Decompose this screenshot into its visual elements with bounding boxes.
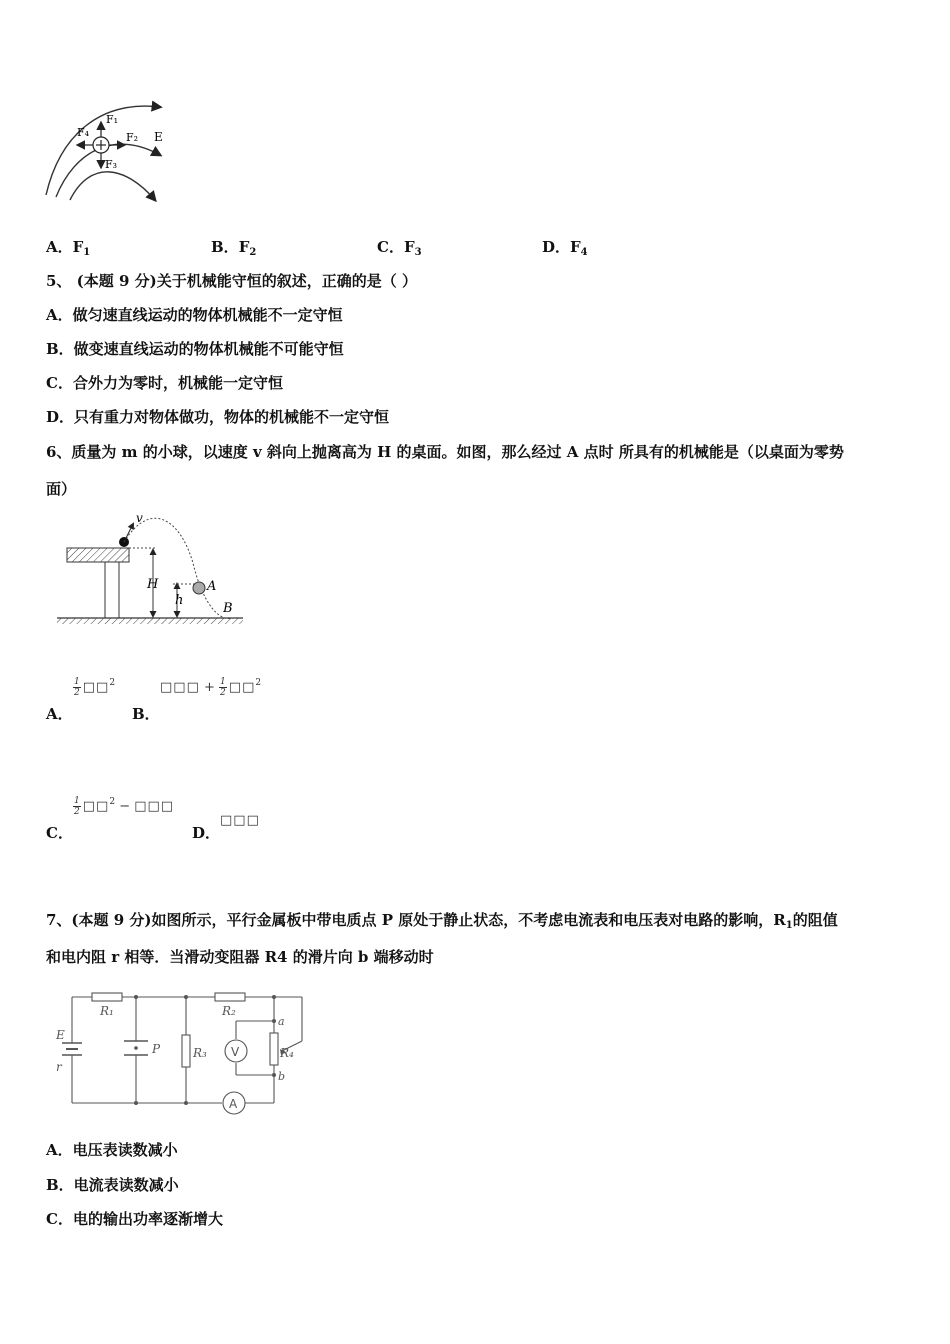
q7-option-a[interactable]: A．电压表读数减小 (46, 1141, 178, 1159)
label-f2: F₂ (126, 131, 139, 144)
q5-option-d[interactable]: D．只有重力对物体做功，物体的机械能不一定守恒 (46, 408, 390, 426)
label-f1: F₁ (106, 113, 119, 126)
q7-option-b[interactable]: B．电流表读数减小 (46, 1176, 179, 1194)
q6-stem-line2: 面） (46, 480, 77, 498)
label-p: P (152, 1042, 161, 1056)
q7-option-c[interactable]: C．电的输出功率逐渐增大 (46, 1210, 223, 1228)
q4-option-c[interactable]: C．$F_3$ (377, 238, 422, 258)
label-r3: R₃ (193, 1046, 207, 1060)
label-f4: F₄ (77, 126, 90, 139)
q6-option-c-formula: $\frac{1}{2}$ □□$^2$ − □□□ (74, 796, 175, 817)
q4-option-d[interactable]: D．$F_4$ (542, 238, 588, 258)
q5-stem: 5、 (本题 9 分)关于机械能守恒的叙述，正确的是（ ） (46, 272, 417, 290)
label-r2: R₂ (222, 1004, 236, 1018)
label-a: A (207, 579, 217, 594)
q6-option-b-letter[interactable]: B． (132, 705, 160, 723)
field-lines-figure (40, 95, 175, 210)
projectile-figure (55, 508, 250, 628)
label-f3: F₃ (105, 158, 118, 171)
q5-option-b[interactable]: B．做变速直线运动的物体机械能不可能守恒 (46, 340, 344, 358)
q5-option-a[interactable]: A．做匀速直线运动的物体机械能不一定守恒 (46, 306, 343, 324)
label-b: B (223, 601, 233, 616)
q6-stem-line1: 6、质量为 m 的小球，以速度 v 斜向上抛离高为 H 的桌面。如图，那么经过 A 点时 所具有的机械能是（以桌面为零势 (46, 443, 844, 461)
q5-option-c[interactable]: C．合外力为零时，机械能一定守恒 (46, 374, 283, 392)
label-r: r (56, 1060, 62, 1074)
q7-stem-line2: 和电内阻 r 相等．当滑动变阻器 R4 的滑片向 b 端移动时 (46, 948, 434, 966)
label-b-node: b (278, 1070, 286, 1083)
label-a-node: a (278, 1015, 285, 1028)
label-r1: R₁ (100, 1004, 114, 1018)
q4-option-a[interactable]: A．$F_1$ (46, 238, 91, 258)
label-r4: R₄ (280, 1046, 294, 1060)
q6-option-b-formula: □□□ + $\frac{1}{2}$ □□$^2$ (160, 677, 262, 698)
ammeter-icon: A (229, 1097, 238, 1111)
q6-option-a-formula: $\frac{1}{2}$ □□$^2$ (74, 677, 116, 698)
label-e: E (154, 130, 163, 144)
q7-stem-line1: 7、(本题 9 分)如图所示，平行金属板中带电质点 P 原处于静止状态，不考虑电流表和电压表对电路的影响，$R_1$的阻值 (46, 911, 838, 931)
circuit-figure (50, 985, 310, 1120)
label-v: v (136, 511, 143, 525)
q6-option-c-letter[interactable]: C． (46, 824, 73, 842)
q6-option-d-formula: □□□ (220, 813, 260, 828)
q6-option-a-letter[interactable]: A． (46, 705, 73, 723)
q4-option-b[interactable]: B．$F_2$ (211, 238, 257, 258)
voltmeter-icon: V (231, 1045, 240, 1059)
label-e: E (56, 1028, 65, 1042)
label-h-small: h (175, 593, 184, 608)
label-h-big: H (147, 577, 159, 592)
q6-option-d-letter[interactable]: D． (192, 824, 221, 842)
